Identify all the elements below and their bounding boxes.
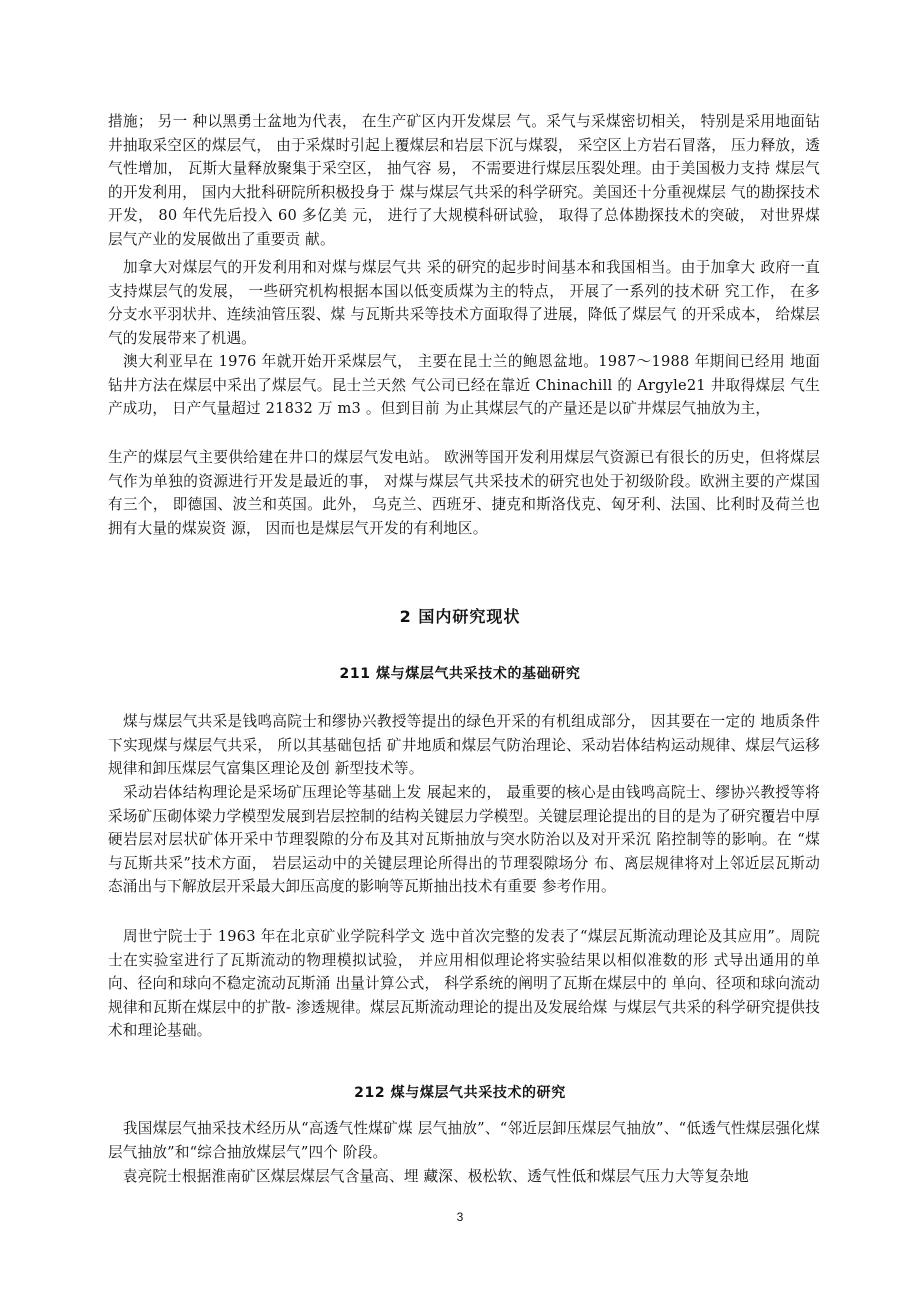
- paragraph-usa-coal-gas: 措施； 另一 种以黑勇士盆地为代表， 在生产矿区内开发煤层 气。采气与采煤密切相关， 特别是采用地面钻井抽取采空区的煤层气， 由于采煤时引起上覆煤层和岩层下沉与煤裂， 采空区上方岩石冒落， 压力释放，透气性增加， 瓦斯大量释放聚集于采空区， 抽气容 易， 不需要进行煤层压裂处理。由于美国极力支持 煤层气的开发利用， 国内大批科研院所积极投身于 煤与煤层气共采的科学研究。美国还十分重视煤层 气的勘探技术开发， 80 年代先后投入 60 多亿美 元， 进行了大规模科研试验， 取得了总体勘探技术的突破， 对世界煤层气产业的发展做出了重要贡 献。: [108, 113, 820, 248]
- paragraph-europe-coal-gas: 生产的煤层气主要供给建在井口的煤层气发电站。 欧洲等国开发利用煤层气资源已有很长的历史，但将煤层气作为单独的资源进行开发是最近的事， 对煤与煤层气共采技术的研究也处于初级阶段。欧洲主要的产煤国有三个， 即德国、波兰和英国。此外， 乌克兰、西班牙、捷克和斯洛伐克、匈牙利、法国、比利时及荷兰也拥有大量的煤炭资 源， 因而也是煤层气开发的有利地区。: [108, 449, 820, 537]
- paragraph-gas-flow-theory: 周世宁院士于 1963 年在北京矿业学院科学文 选中首次完整的发表了“煤层瓦斯流动理论及其应用”。周院士在实验室进行了瓦斯流动的物理模拟试验， 并应用相似理论将实验结果以相似准数的形 式导出通用的单向、径向和球向不稳定流动瓦斯涌 出量计算公式， 科学系统的阐明了瓦斯在煤层中的 单向、径项和球向流动规律和瓦斯在煤层中的扩散- 渗透规律。煤层瓦斯流动理论的提出及发展给煤 与煤层气共采的科学研究提供技术和理论基础。: [108, 928, 820, 1040]
- subsection-heading-211: 211 煤与煤层气共采技术的基础研究: [339, 666, 581, 682]
- paragraph-canada-coal-gas: 加拿大对煤层气的开发利用和对煤与煤层气共 采的研究的起步时间基本和我国相当。由于加拿大 政府一直支持煤层气的发展， 一些研究机构根据本国以低变质煤为主的特点， 开展了一系列的技术研 究工作， 在多分支水平羽状井、连续油管压裂、煤 与瓦斯共采等技术方面取得了进展，降低了煤层气 的开采成本， 给煤层气的发展带来了机遇。: [108, 259, 820, 347]
- section-heading: 2 国内研究现状: [399, 607, 521, 626]
- page-number: 3: [456, 1210, 464, 1224]
- subsection-heading-212: 212 煤与煤层气共采技术的研究: [354, 1085, 566, 1101]
- paragraph-coal-gas-basis: 煤与煤层气共采是钱鸣高院士和缪协兴教授等提出的绿色开采的有机组成部分， 因其要在一定的 地质条件下实现煤与煤层气共采， 所以其基础包括 矿井地质和煤层气防治理论、采动岩体结构运动规律、煤层气运移规律和卸压煤层气富集区理论及创 新型技术等。: [108, 713, 820, 778]
- paragraph-extraction-stages: 我国煤层气抽采技术经历从“高透气性煤矿煤 层气抽放”、“邻近层卸压煤层气抽放”、“低透气性煤层强化煤层气抽放”和“综合抽放煤层气”四个 阶段。: [108, 1120, 820, 1161]
- paragraph-yuan-liang: 袁亮院士根据淮南矿区煤层煤层气含量高、埋 藏深、极松软、透气性低和煤层气压力大等复杂地: [108, 1168, 749, 1185]
- paragraph-rock-structure-theory: 采动岩体结构理论是采场矿压理论等基础上发 展起来的， 最重要的核心是由钱鸣高院士、缪协兴教授等将采场矿压砌体梁力学模型发展到岩层控制的结构关键层力学模型。关键层理论提出的目的是为了研究覆岩中厚硬岩层对层状矿体开采中节理裂隙的分布及其对瓦斯抽放与突水防治以及对开采沉 陷控制等的影响。在 “煤与瓦斯共采”技术方面， 岩层运动中的关键层理论所得出的节理裂隙场分 布、离层规律将对上邻近层瓦斯动态涌出与下解放层开采最大卸压高度的影响等瓦斯抽出技术有重要 参考作用。: [108, 784, 820, 896]
- paragraph-australia-coal-gas: 澳大利亚早在 1976 年就开始开采煤层气， 主要在昆士兰的鲍恩盆地。1987～1988 年期间已经用 地面钻井方法在煤层中采出了煤层气。昆士兰天然 气公司已经在靠近 Chinachill 的 Argyle21 井取得煤层 气生产成功， 日产气量超过 21832 万 m3 。但到目前 为止其煤层气的产量还是以矿井煤层气抽放为主，: [108, 353, 820, 418]
